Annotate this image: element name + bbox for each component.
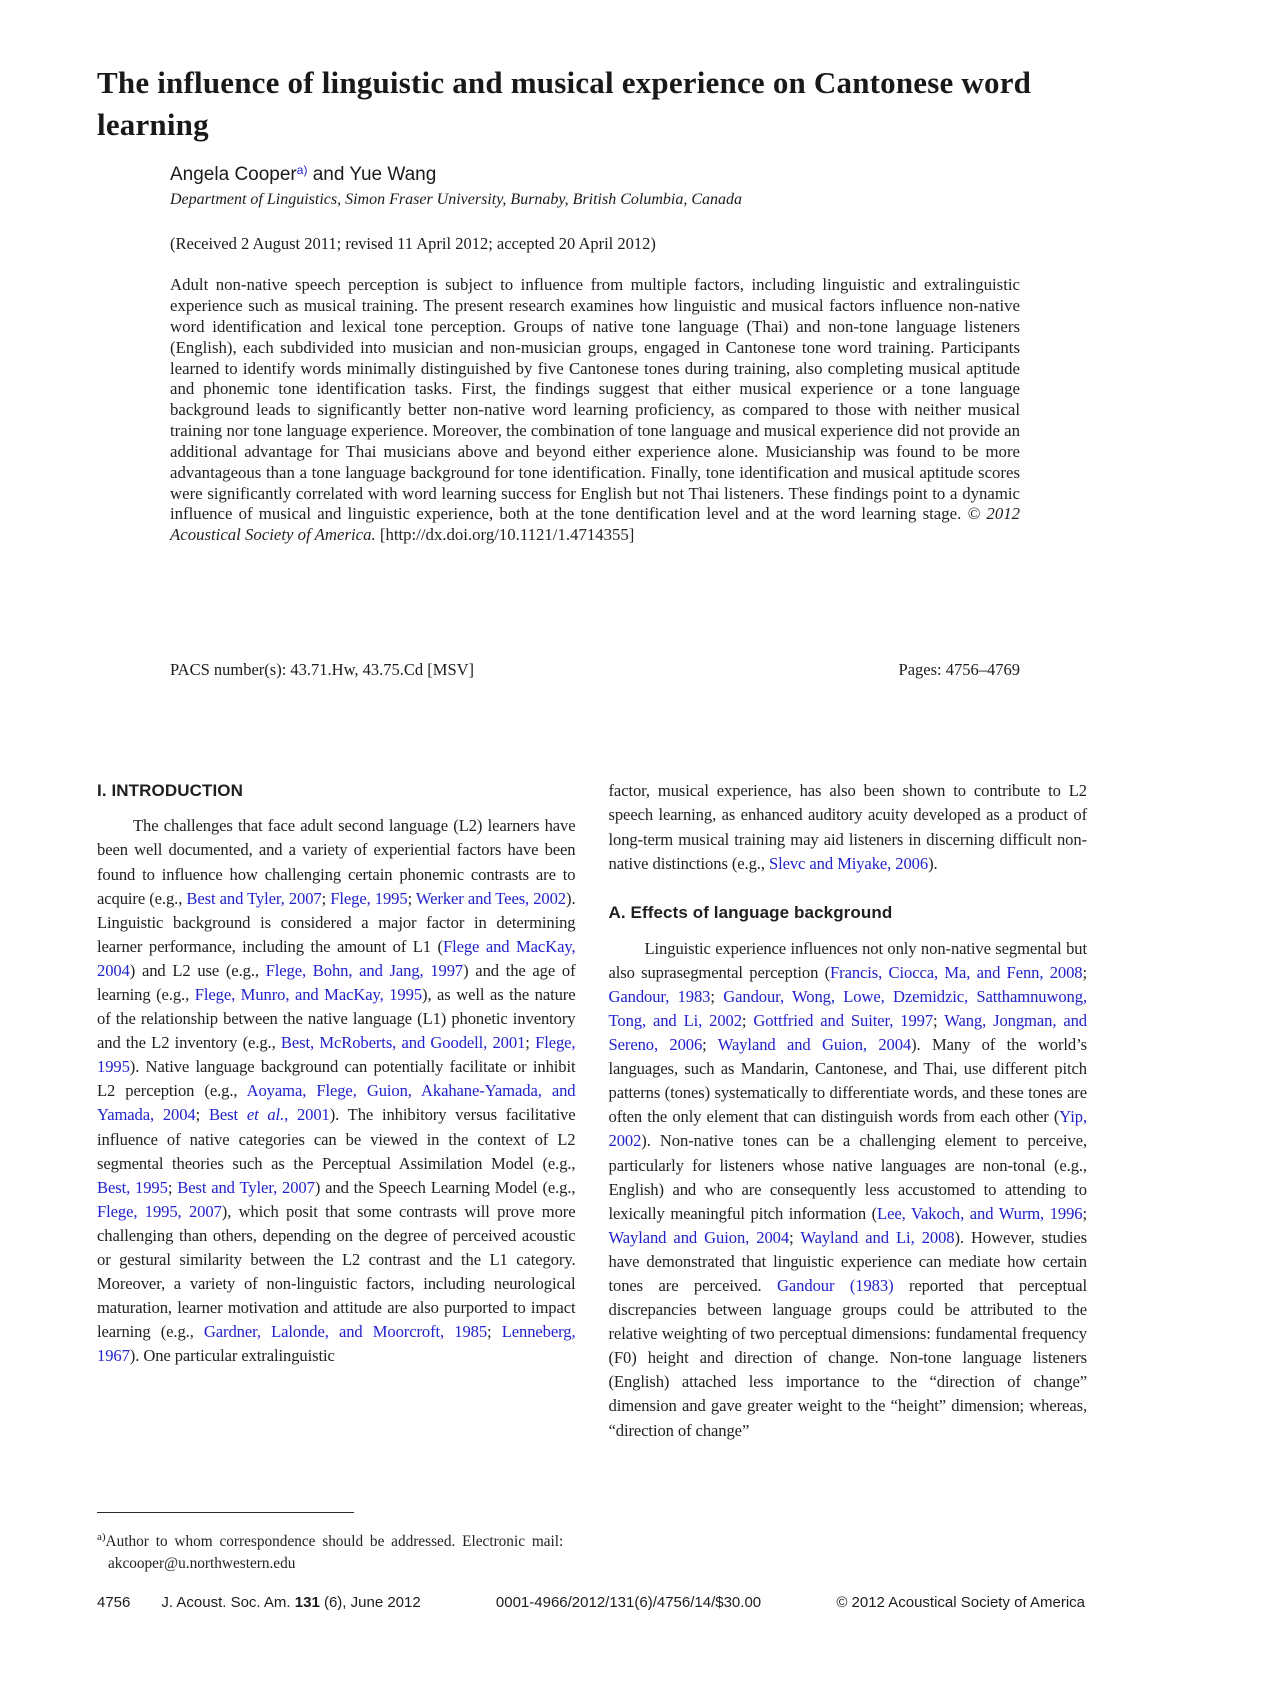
- citation-link[interactable]: Best and Tyler, 2007: [177, 1177, 315, 1197]
- citation-link[interactable]: Wayland and Guion, 2004: [608, 1227, 790, 1247]
- author-name-secondary: and Yue Wang: [307, 164, 437, 186]
- page-footer: [97, 1594, 1085, 1611]
- text-segment: ;: [741, 1010, 754, 1030]
- text-segment: ). However, studies have demonstrated that linguistic experience can mediate how certain tones are perceived.: [608, 1227, 1087, 1295]
- text-segment: ) and the age of learning (e.g.,: [97, 960, 576, 1004]
- text-segment: factor, musical experience, has also been shown to contribute to L2 speech learning, as enhanced auditory acuity developed as a product of long-term musical training may aid listeners in discerning difficult non-native distinctions (e.g.,: [608, 781, 1087, 873]
- citation-link[interactable]: Gandour (1983): [777, 1276, 894, 1295]
- text-segment: ;: [933, 1010, 945, 1030]
- text-segment: ). Many of the world’s languages, such as Mandarin, Cantonese, and Thai, use different pitch patterns (tones) systematically to differentiate words, and these tones are often the only element that can distinguish words from each other (: [608, 1035, 1087, 1127]
- citation-link[interactable]: Wayland and Li, 2008: [800, 1227, 955, 1247]
- text-segment: ;: [195, 1105, 209, 1125]
- citation-link[interactable]: Slevc and Miyake, 2006: [768, 853, 929, 873]
- text-segment: Linguistic experience influences not only non-native segmental but also suprasegmental perception (: [608, 938, 1087, 982]
- page-content: [97, 62, 1180, 1574]
- citation-link[interactable]: Gandour, 1983: [608, 986, 711, 1006]
- author-affiliation: Department of Linguistics, Simon Fraser University, Burnaby, British Columbia, Canada: [170, 191, 742, 209]
- text-segment: ;: [1082, 962, 1088, 982]
- citation-link[interactable]: Gandour, Wong, Lowe, Dzemidzic, Satthamnuwong, Tong, and Li, 2002: [608, 986, 1087, 1030]
- footer-journal-citation: [161, 1594, 420, 1611]
- footer-copyright: © 2012 Acoustical Society of America: [836, 1594, 1085, 1611]
- text-segment: ), which posit that some contrasts will prove more challenging than others, depending on the degree of perceived acoustic or gestural similarity between the L2 contrast and the L1 category. Moreover, a variety of non-linguistic factors, including neurological maturation, learner motivation and attitude are also purported to impact learning (e.g.,: [97, 1201, 576, 1342]
- citation-link[interactable]: Best: [208, 1105, 247, 1125]
- text-segment: ;: [321, 888, 331, 908]
- intro-paragraph: [97, 814, 576, 1368]
- text-segment: J. Acoust. Soc. Am.: [161, 1594, 295, 1611]
- text-segment: reported that perceptual discrepancies between language groups could be attributed to the relative weighting of two perceptual dimensions: fundamental frequency (F0) height and direction of change. Non-tone language listeners (English) attached less importance to the “direction of change” dimension and gave greater weight to the “height” dimension; whereas, “direction of change”: [608, 1276, 1087, 1440]
- author-note-link[interactable]: a): [296, 163, 308, 178]
- footnote-email[interactable]: akcooper@u.northwestern.edu: [108, 1554, 296, 1572]
- footnote-marker: a): [97, 1531, 106, 1544]
- footnote-separator: [97, 1512, 354, 1514]
- citation-link[interactable]: , 2001: [284, 1105, 330, 1125]
- paper-title: The influence of linguistic and musical experience on Cantonese word learning: [97, 65, 1032, 143]
- text-segment: ) and L2 use (e.g.,: [129, 960, 266, 980]
- text-segment: ;: [1082, 1203, 1088, 1223]
- text-segment: The challenges that face adult second language (L2) learners have been well documented, and a variety of experiential factors have been found to influence how challenging certain phonemic contrasts are to acquire (e.g.,: [97, 816, 576, 908]
- text-segment: ), as well as the nature of the relationship between the native language (L1) phonetic inventory and the L2 inventory (e.g.,: [97, 984, 576, 1053]
- citation-link[interactable]: Lee, Vakoch, and Wurm, 1996: [877, 1203, 1083, 1223]
- footer-left-group: [97, 1594, 421, 1611]
- citation-link[interactable]: Lenneberg, 1967: [97, 1322, 576, 1366]
- section-heading-introduction: I. INTRODUCTION: [97, 781, 243, 801]
- citation-link[interactable]: Wayland and Guion, 2004: [717, 1035, 912, 1055]
- text-segment: (6), June 2012: [319, 1594, 421, 1611]
- footer-issn-fee: 0001-4966/2012/131(6)/4756/14/$30.00: [495, 1594, 762, 1611]
- text-segment: ). One particular extralinguistic: [129, 1346, 335, 1366]
- text-segment: ) and the Speech Learning Model (e.g.,: [314, 1177, 576, 1197]
- text-segment: 131: [294, 1594, 320, 1611]
- two-column-body: [97, 779, 1087, 1574]
- citation-link[interactable]: Best, McRoberts, and Goodell, 2001: [280, 1033, 526, 1053]
- text-segment: ;: [710, 986, 724, 1006]
- text-segment: ;: [487, 1322, 502, 1342]
- text-segment: © 2012 Acoustical Society of America.: [170, 504, 1020, 545]
- text-segment: ;: [702, 1035, 718, 1055]
- text-segment: ). The inhibitory versus facilitative influence of native categories can be viewed in the context of L2 segmental theories such as the Perceptual Assimilation Model (e.g.,: [97, 1105, 576, 1173]
- text-segment: [http://dx.doi.org/10.1121/1.4714355]: [375, 525, 635, 545]
- text-segment: ;: [407, 888, 416, 908]
- citation-link[interactable]: Flege, 1995: [330, 888, 408, 908]
- pacs-row: [170, 660, 1020, 680]
- abstract: [170, 275, 1020, 646]
- text-segment: ;: [167, 1177, 178, 1197]
- footnote-text: [97, 1530, 576, 1574]
- section-heading-language-background: A. Effects of language background: [608, 902, 893, 922]
- author-name-primary: Angela Cooper: [170, 164, 297, 186]
- text-segment: ). Linguistic background is considered a major factor in determining learner performance, including the amount of L1 (: [97, 888, 576, 956]
- text-segment: ).: [928, 853, 938, 873]
- citation-link[interactable]: Flege, 1995: [97, 1033, 576, 1077]
- text-segment: ). Non-native tones can be a challenging element to perceive, particularly for listeners whose native languages are non-tonal (e.g., English) and who are consequently less accustomed to attending to lexically meaningful pitch information (: [608, 1131, 1087, 1223]
- pacs-numbers: PACS number(s): 43.71.Hw, 43.75.Cd [MSV]: [170, 660, 475, 680]
- text-segment: ). Native language background can potentially facilitate or inhibit L2 perception (e.g.,: [97, 1057, 576, 1101]
- text-segment: ;: [789, 1227, 801, 1247]
- citation-link[interactable]: Francis, Ciocca, Ma, and Fenn, 2008: [830, 962, 1083, 982]
- citation-link[interactable]: Yip, 2002: [608, 1107, 1087, 1151]
- citation-link[interactable]: Flege, Munro, and MacKay, 1995: [194, 984, 423, 1004]
- citation-link[interactable]: Flege and MacKay, 2004: [97, 936, 576, 980]
- language-background-paragraph: [609, 937, 1088, 1443]
- citation-link[interactable]: Best, 1995: [97, 1177, 168, 1197]
- page-range: Pages: 4756–4769: [898, 660, 1020, 680]
- citation-link[interactable]: Flege, 1995, 2007: [97, 1201, 222, 1221]
- author-footnote: [97, 1502, 576, 1575]
- right-column: [609, 779, 1088, 1574]
- citation-link[interactable]: Best and Tyler, 2007: [186, 888, 322, 908]
- footer-page-number: 4756: [97, 1594, 131, 1611]
- text-segment: Adult non-native speech perception is subject to influence from multiple factors, including linguistic and extralinguistic experience such as musical training. The present research examines how linguistic and musical factors influence non-native word identification and lexical tone perception. Groups of native tone language (Thai) and non-tone language listeners (English), each subdivided into musician and non-musician groups, engaged in Cantonese tone word training. Participants learned to identify words minimally distinguished by five Cantonese tones during training, also completing musical aptitude and phonemic tone identification tasks. First, the findings suggest that either musical experience or a tone language background leads to significantly better non-native word learning proficiency, as compared to those with neither musical training nor tone language experience. Moreover, the combination of tone language and musical experience did not provide an additional advantage for Thai musicians above and beyond either experience alone. Musicianship was found to be more advantageous than a tone language background for tone identification. Finally, tone identification and musical aptitude scores were significantly correlated with word learning success for English but not Thai listeners. These findings point to a dynamic influence of musical and linguistic experience, both at the tone dentification level and at the word learning stage.: [170, 275, 1020, 524]
- citation-link[interactable]: Werker and Tees, 2002: [415, 888, 567, 908]
- citation-link[interactable]: et al.: [246, 1105, 285, 1125]
- author-byline: [170, 163, 1180, 186]
- received-dates: (Received 2 August 2011; revised 11 April 2012; accepted 20 April 2012): [170, 234, 656, 254]
- text-segment: ;: [525, 1033, 536, 1053]
- citation-link[interactable]: Wang, Jongman, and Sereno, 2006: [608, 1010, 1087, 1055]
- citation-link[interactable]: Aoyama, Flege, Guion, Akahane-Yamada, and Yamada, 2004: [97, 1081, 576, 1125]
- citation-link[interactable]: Gardner, Lalonde, and Moorcroft, 1985: [203, 1322, 488, 1342]
- left-column: [97, 779, 576, 1574]
- continuation-paragraph: [609, 779, 1088, 875]
- footnote-line: Author to whom correspondence should be addressed. Electronic mail:: [105, 1533, 564, 1551]
- citation-link[interactable]: Gottfried and Suiter, 1997: [753, 1010, 934, 1030]
- citation-link[interactable]: Flege, Bohn, and Jang, 1997: [265, 960, 464, 980]
